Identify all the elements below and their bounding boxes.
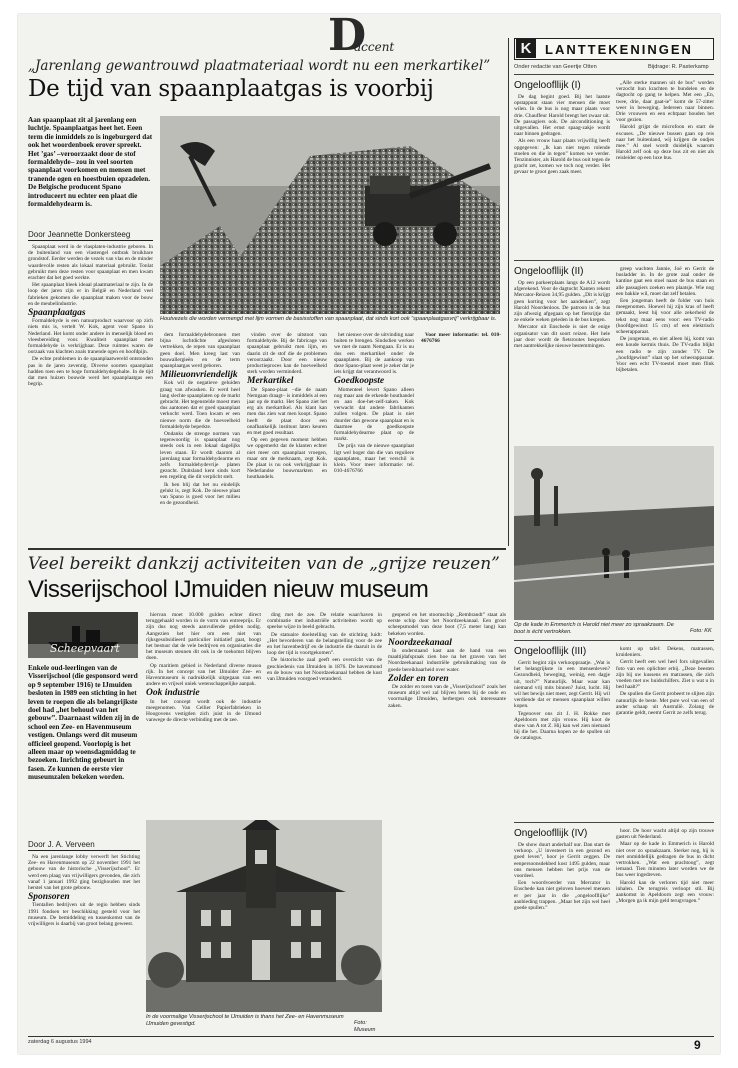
bottom-article-column-2 <box>146 612 261 812</box>
column-paragraph: Een woordvoerder van Mercator in Enschede kan niet geloven hoeveel mensen er per jaar in die „ongeloofllijke” aanbieding trappen. „Maar het zijn wel heel goede spullen.” <box>514 880 610 912</box>
newspaper-page <box>18 10 720 1054</box>
article-subheading: Zolder en toren <box>388 673 449 684</box>
article-paragraph: Ik ben blij dat het nu eindelijk gelukt is, zegt Kok. De nieuwe plaat van Spano is goed voor het milieu en de gezondheid. <box>160 481 240 507</box>
top-article-kicker: „Jarenlang gewantrouwd plaatmateriaal wordt nu een merkartikel” <box>28 58 491 74</box>
article-paragraph: In het concept wordt ook de industrie meegenomen. Van Cellier Papierfabrieken in Hoogovens vestigden zich juist in de IJmond vanwege de directe verbinding met de zee. <box>146 698 261 724</box>
top-article-column-3 <box>247 332 327 544</box>
article-paragraph: ding met de zee. De relatie waar/haven in combinatie met industriële activiteiten wordt op speelse wijze in beeld gebracht. <box>267 612 382 631</box>
column-paragraph: Gerrit begint zijn verkooppraatje. „Wat is het belangrijkste in een mensenleven? Gezondheid, beweging, weinig, een dagje uit, toch?” Natuurlijk. Maar waar kan niemand vrij mits binnen? Juist, lucht. Hij wil het bewijs niet meer, zegt Gerrit. Hij wil verdiende dat er mensen spaanplaat willen kopen. <box>514 660 610 710</box>
klantekeningen-title: LANTTEKENINGEN <box>514 38 714 60</box>
klantekeningen-header <box>514 38 714 62</box>
klantekeningen-credit: Bijdrage: R. Pasterkamp <box>648 64 709 70</box>
spaanplaat-photo-graphic <box>160 116 500 314</box>
emmerich-photo-graphic <box>514 446 714 620</box>
column-paragraph: De show duurt anderhalf uur. Dan start de verkoop. „U investeert in een gezond en goed leven”, hoor je Gerrit zeggen. De eenpersoonsdekbed kost 1495 gulden, maar ons mensen hebben het prijs van de voordeel. <box>514 842 610 880</box>
klantekening-body-3 <box>514 660 610 820</box>
klantekening-heading-4: Ongeloofllijk (IV) <box>514 828 588 839</box>
museum-photo <box>146 820 382 1012</box>
museum-photo-credit: Foto: Museum <box>354 1020 376 1033</box>
top-article-byline: Door Jeannette Donkersteeg <box>28 230 153 241</box>
bottom-article-column-3 <box>267 612 382 812</box>
article-paragraph: Op een gegeven moment hebben we opgemerkt dat de klanten echter niet meer om spaanplaat vroegen, maar om de merknaam, zegt Kok. De plaat is nu ook verkrijgbaar in Nederlandse bouwmarkten en houthandels. <box>247 437 327 481</box>
article-subheading: Spaanplaatgas <box>28 308 86 319</box>
article-subheading: Merkartikel <box>247 376 294 387</box>
column-paragraph: De jongeman, en niet alleen hij, komt van een koude kermis thuis. De TV-radio blijkt een radio te zijn zonder TV. De „hoofdgewinst” slaat op het scheerapparaat. Voor een echt TV-toestel moet men flink bijbetalen. <box>616 336 714 374</box>
article-paragraph: Momenteel levert Spano alleen nog maar aan de erkende houthandel en aan doe-het-zelf-zaken. Kok verwacht dat andere fabrikanten zullen volgen. De plaat is niet duurder dan gewone spaanplaat en is daarmee de goedkoopste formaldehydearme plaat op de markt. <box>334 386 414 443</box>
column-paragraph: Maar op de kade in Emmerich is Harold niet over zo spraakzaam. Sterker nog, hij is met onmiddellijk gedragen de bus in dicht vertrokken. „Wat een prachtoog”, zegt iemand. Tien minuten later worden we de bus weer ingedreven. <box>616 841 714 879</box>
article-paragraph: In onderstaand kast aan de hand van een maaltijdafspraak zien hoe na het graven van het Noordzeekanaal industriële gebruikmaking van de goede bereikbaarheid over water. <box>388 648 506 673</box>
article-paragraph: De echte problemen in de spaanplaatwereld ontstonden pas in de jaren zeventig. Diverse soorten spaanplaat hadden toen een te hoge formaldehydegehalte. In de tijd dat men huizen bouwde werd het spaanplaatgas een begrip. <box>28 356 153 388</box>
article-paragraph: Kok wil de negatieve geluiden graag van afwasken. Er werd heel lang slechte spaanplaten op de markt gebracht. Het tegenstelde moest men dus aantonen dat er goed spaanplaat verkocht werd. Toen kwam er een nieuwe norm die de hoeveelheid formaldehyde beperkte. <box>160 380 240 430</box>
klantekeningen-rule-4 <box>514 822 714 823</box>
klantekening-right-middle <box>616 266 714 444</box>
spaanplaat-photo-caption: Houtvezels die worden vermengd met lijm vormen de basisstoffen van spaanplaat, dat sinds kort ook “spaanplaatgasvrij” verkrijgbaar is. <box>160 316 497 322</box>
top-article-column-1 <box>28 244 153 544</box>
klantekening-heading-3: Ongeloofllijk (III) <box>514 646 587 657</box>
klantekening-heading-1: Ongeloofllijk (I) <box>514 80 581 91</box>
emmerich-photo <box>514 446 714 620</box>
museum-photo-caption: In de voormalige Visserijschool te IJmuiden is thans het Zee- en Havenmuseum IJmuiden gevestigd. <box>146 1014 344 1027</box>
bottom-article-headline: Visserijschool IJmuiden nieuw museum <box>28 576 429 603</box>
article-paragraph: Spaanplaat werd in de vlasplaten-industrie geboren. In de buitenland van een vlastengel ontbrak bruikbare grondstof. Eerder werden de vezels van vlas en de minder waardevolle resten als lokaal materiaal gebruikt. Tonlat gebruikt men deze resten voor spaanplaat en men kwam erachter dat het goed werkte. <box>28 244 153 282</box>
article-divider <box>28 548 506 550</box>
logo-word: accent <box>354 40 395 54</box>
klantekening-right-top <box>616 80 714 258</box>
column-paragraph: Mercator uit Enschede is niet de enige organisator van dit soort reizen. Het hele jaar door wordt de fietsroutes besproken met aantrekkelijke nieuwe bestemmingen. <box>514 324 610 350</box>
article-subheading: Milieuonvriendelijk <box>160 370 238 381</box>
klantekening-body-1 <box>514 94 610 258</box>
column-paragraph: „Alle sterke mannen uit de bus” worden verzocht hun krachten te bundelen en de dagtocht op gang te helpen. Met een „En, twee, drie, daar gaat-ie” komt de 57-zitter weer in beweging. Iedereen naar binnen. Drie vrouwen en een echtpaar houden het voor gezien. <box>616 80 714 124</box>
bottom-article-column-1 <box>28 854 140 1034</box>
klantekeningen-k-letter: K <box>516 39 536 58</box>
article-paragraph: hiervan moet 10.000 gulden echter direct teruggehaald worden in de vorm van entreeprijs. Er zijn dus nog steeds aanvullende gelden nodig. Aangezien het hier om een niet van rijksgesubsidieerd particulier initiatief gaat, boogt het bestuur dat de vele bedrijven en organisaties die het museum steunen dit ook in de toekomst blijven doen. <box>146 612 261 662</box>
article-paragraph: dem formaldehydebronnen met bijna luchtdichte afgesloten vertrekken, de repen van spaanplaat geen doel. Men kreeg last van bouwallergieën en de term spaanplaatgas werd geboren. <box>160 332 240 370</box>
page-number: 9 <box>694 1038 701 1052</box>
spaanplaat-photo <box>160 116 500 314</box>
article-paragraph: gespend en het stoomschip „Rembrandt” staat als eerste schip door het Noordzeekanaal. Een groot scheepsmodel van deze boot (7,5 meter lang) kan bekeken worden. <box>388 612 506 637</box>
article-subheading: Ook industrie <box>146 688 200 699</box>
column-paragraph: De spullen die Gerrit probeert te slijten zijn natuurlijk de beste. Met pure wol van een of ander schaap uit Australië. Zolang de garantie geldt, neemt Gerrit ze zelfs terug. <box>616 691 714 717</box>
column-paragraph: Als een vrouw haar plaats vrijwillig heeft opgegeven: „Ik kan niet tegen rolende stoelen en die in tegen” komen we verder. Tenzinnister, als Harold de bus ooit tegen de gracht zet, komen we toch nog verder. Het gevaar te groot geen zaak meer. <box>514 138 610 176</box>
scheepvaart-logo <box>28 612 138 658</box>
column-paragraph: komt op tafel: Dekens, matrassen, kruideniers. <box>616 646 714 659</box>
column-paragraph: hoor. De hoor wacht altijd op zijn trouwe gasten uit Nederland. <box>616 828 714 841</box>
emmerich-photo-caption: Op de kade in Emmerich is Harold niet meer zo spraakzaam. De boot is écht vertrokken. <box>514 622 674 635</box>
article-subheading: Goedkoopste <box>334 376 385 387</box>
article-paragraph: Na een jarenlange lobby verwerft het Stichting Zee- en Havenmuseum op 22 november 1991 het gebouw van de historische „Visserijschool”. Er werd een plaag van vrijwilligers gevonden, die zich vanaf 1 januari 1992 ging bezighouden met het herstel van het grote gebouw. <box>28 854 140 892</box>
top-article-lead: Aan spaanplaat zit al jarenlang een luchtje. Spaanplaatgas heet het. Eeen term die inmiddels zo is ingeburgerd dat ook het woordenboek erover spreekt. Het ’gas’ –veroorzaakt door de stof formaldehyde– zou in veel soorten spaanplaat voorkomen en mensen met tranende ogen en hoestbuien opzadelen. De Belgische producent Spano introduceert nu echter een plaat die formaldehydearm is. <box>28 116 153 209</box>
column-paragraph: Gerrit heeft een wel heel fors uitgevallen foto van een oplichter erbij. „Deze beesten zijn bij uw kussens en matrassen, die zich voeden met uw huidschilfers. Ziet u wat u in bed haalt?” <box>616 659 714 691</box>
footer-date: zaterdag 6 augustus 1994 <box>28 1039 92 1045</box>
klantekeningen-rule-3 <box>514 640 714 641</box>
column-paragraph: De dag begint goed. Bij het laatste opstappunt staan vier mensen die moet wilen. In de bus is nog maar plaats voor drie. Chauffeur Harold brengt het zwaar uit. De passagiers ook. De airconditioning is uitgevallen. Het ernst spaag-zakje wordt naar binnen gedragen. <box>514 94 610 138</box>
klantekening-right-bottom <box>616 828 714 1028</box>
emmerich-photo-credit: Foto: KK <box>690 628 712 634</box>
column-paragraph: Tegenover ons zit J. H. Rokke met Apeldoorn met zijn vrouw. Hij koot de show van A tot Z. Hij kan wel zien niemand hij die het. Daarna kopen ze de spullen uit de catalogus. <box>514 710 610 742</box>
column-paragraph: Harold kan de verloren tijd niet meer inhalen. De terugreis verloopt stil. Bij aankomst in Apeldoorn zegt een vrouw: „Morgen ga ik mijn geld terugvragen.” <box>616 879 714 905</box>
column-paragraph: Harold grijpt de microfoon en start de excuses. „De nieuwe bussen gaan op reis naar het buitenland, wij krijgen de oudjes mee.” Al snel wordt duidelijk waarom Harold zelf ook op deze bus zit en niet als reisleider op een luxe bus. <box>616 124 714 162</box>
column-paragraph: greep wachten Jannie, Joë en Gerrit de busladder in. In de grote zaal onder de kantine gaat een stoel naast de bus staan en alle passagiers zoeken een plaatsje. Wie nog een bakkie wil, moet dat zelf betalen. <box>616 266 714 297</box>
column-paragraph: Op een parkeerplaats langs de A12 wordt afgerekend. Voor de dagtocht Xanten rekent Mercator-Reizen 34,95 gulden. „Dit is krijgt geen korting voor het aandenken”, zegt Harold Noordenloos. De patroon in de bus zijn afwezig afgegaan op het fietsrijtje dat ze enkele weken geleden in de bus kregen. <box>514 280 610 324</box>
bottom-article-kicker: Veel bereikt dankzij activiteiten van de „grijze reuzen” <box>28 554 500 574</box>
top-article-contact: Voor meer informatie: tel. 010-4676766 <box>421 332 501 345</box>
top-article-headline: De tijd van spaanplaatgas is voorbij <box>28 76 434 102</box>
article-paragraph: het nieuwe over de uitvinding naar buiten te brengen. Sindsdien werken we met de naam Nemgaan. Er is nu dus een merkartikel onder de spaanplaten. Bij de aankoop van deze Spano-plaat weet je zeker dat je iets krijgt dat verantwoord is. <box>334 332 414 376</box>
scheepvaart-logo-text: Scheepvaart <box>50 642 120 655</box>
article-paragraph: De Spano-plaat –die de naam Nemgaan draagt– is inmiddels al een jaar op de markt. Het Spano ziet het erg als merkartikel. Als klant kan men dus zien wat men koopt. Spano heeft de plaat door een onafhankelijk instituut laten keuren en met goed resultaat. <box>247 386 327 437</box>
article-paragraph: De prijs van de nieuwe spaanplaat ligt wel hoger dan die van reguliere spaanplaten, maar het verschil is klein. Voor meer informatie: tel. 010-4676766 <box>334 443 414 475</box>
column-divider <box>508 38 509 546</box>
klantekening-heading-2: Ongeloofllijk (II) <box>514 266 584 277</box>
article-paragraph: Op maritiem gebied is Nederland diverse musea rijk. In het concept van het IJmuider Zee- en Havenmuseum is nadrukkelijk uitgegaan van een andere en vrijwel uniek wetenschappelijke aanpak. <box>146 662 261 688</box>
klantekeningen-rule <box>514 74 714 75</box>
article-subheading: Noordzeekanaal <box>388 637 452 648</box>
klantekeningen-editor: Onder redactie van Geertje Otten <box>514 64 597 70</box>
klantekening-body-4 <box>514 842 610 1028</box>
footer-rule <box>28 1036 714 1037</box>
article-paragraph: Formaldehyde is een natuurproduct waarvoor op zich niets mis is, vertelt W. Kok, agent voor Spano in Nederland. Het komt onder andere in menselijk bloed en vleesbereiding voor. Kwaliteit spaanplaat met formaldehyde is verkrijgbaar. Deze ruimtes waren de oorzaak van klachten zoals tranende ogen en hoofdpijn. <box>28 318 153 356</box>
logo-letter: D <box>328 10 365 61</box>
article-paragraph: De historische zaal geeft een overzicht van de geschiedenis van IJmuiden in 1876. De havenmond en de bouw van het Noordzeekanaal hebben de kust van IJmuiden voorgoed veranderd. <box>267 657 382 683</box>
klantekening-body-2 <box>514 280 610 444</box>
top-article-column-4 <box>334 332 414 534</box>
top-article-column-5 <box>421 332 501 534</box>
bottom-article-lead: Enkele oud-leerlingen van de Visserijschool (die gesponsord werd op 9 september 1916) te IJmuiden besloten in 1989 een stichting in het leven te roepen die als belangrijkste doel had „het behoud van het gebouw”. Daarnaast wilden zij in de school een Zee- en Havenmuseum vestigen. Onlangs werd dit museum officieel geopend. Voorlopig is het alleen maar op woensdagmiddag te bezoeken. Inrichting gebeurt in fasen. Ze kunnen de eerste vier museumzalen bekeken worden. <box>28 664 140 782</box>
bottom-article-byline: Door J. A. Verveen <box>28 840 140 851</box>
klantekening-right-lower <box>616 646 714 820</box>
top-article-column-2 <box>160 332 240 544</box>
article-paragraph: Ondanks de strenge normen van tegenwoordig is spaanplaat nog steeds ook in een lokaal dagelijks leven staan. Er wordt daarom al jarenlang naar formaldehydearme en zelfs formaldehydevrije platen gezocht. Duitsland kent sinds kort een regeling die dit verplicht stelt. <box>160 431 240 481</box>
article-subheading: Sponsoren <box>28 892 70 903</box>
article-paragraph: De statuaire doelstelling van de stichting luidt: „Het bevorderen van de belangstelling voor de zee en het havenbedrijf en de industrie die daaruit in de loop der tijd is voortgekomen”. <box>267 631 382 657</box>
klantekeningen-rule-2 <box>514 260 714 261</box>
column-paragraph: Een jongeman heeft de folder van huis meegenomen. Hoewel hij zijn kras of heeft gemaakt, leest hij voor alle zekerheid de tekst nog maar eens voor: een TV-radio (hoofdgewinst: 15 cm) of een elektrisch scheerapparaat. <box>616 298 714 336</box>
article-paragraph: De zolder en toren van de „Visserijschool” zoals het museum altijd wel zal blijven heten bij de oude en voormalige IJmuiden, herbergen ook interessante zaken. <box>388 684 506 709</box>
bottom-article-column-4 <box>388 612 506 1032</box>
article-paragraph: Het spaanplaat bleek ideaal plaatmateriaal te zijn. In de loop der jaren zijn er in België en Nederland veel fabrieken gekomen die spaanplaat maken voor de bouw en de meubelindustrie. <box>28 282 153 307</box>
museum-photo-graphic <box>146 820 382 1012</box>
article-paragraph: vinden over de uitstoot van formaldehyde. Bij de fabricage van spaanplaat gebruikt men lijm, en daarin zit de stof die de problemen veroorzaakt. Door een nieuw productieproces kan de hoeveelheid sterk worden verminderd. <box>247 332 327 376</box>
article-paragraph: Tientallen bedrijven uit de regio hebben sinds 1991 fondsen ter beschikking gesteld voor het museum. De bemiddeling en tussenkomst van de vrijwilligers is daarbij van groot belang geweest. <box>28 902 140 928</box>
